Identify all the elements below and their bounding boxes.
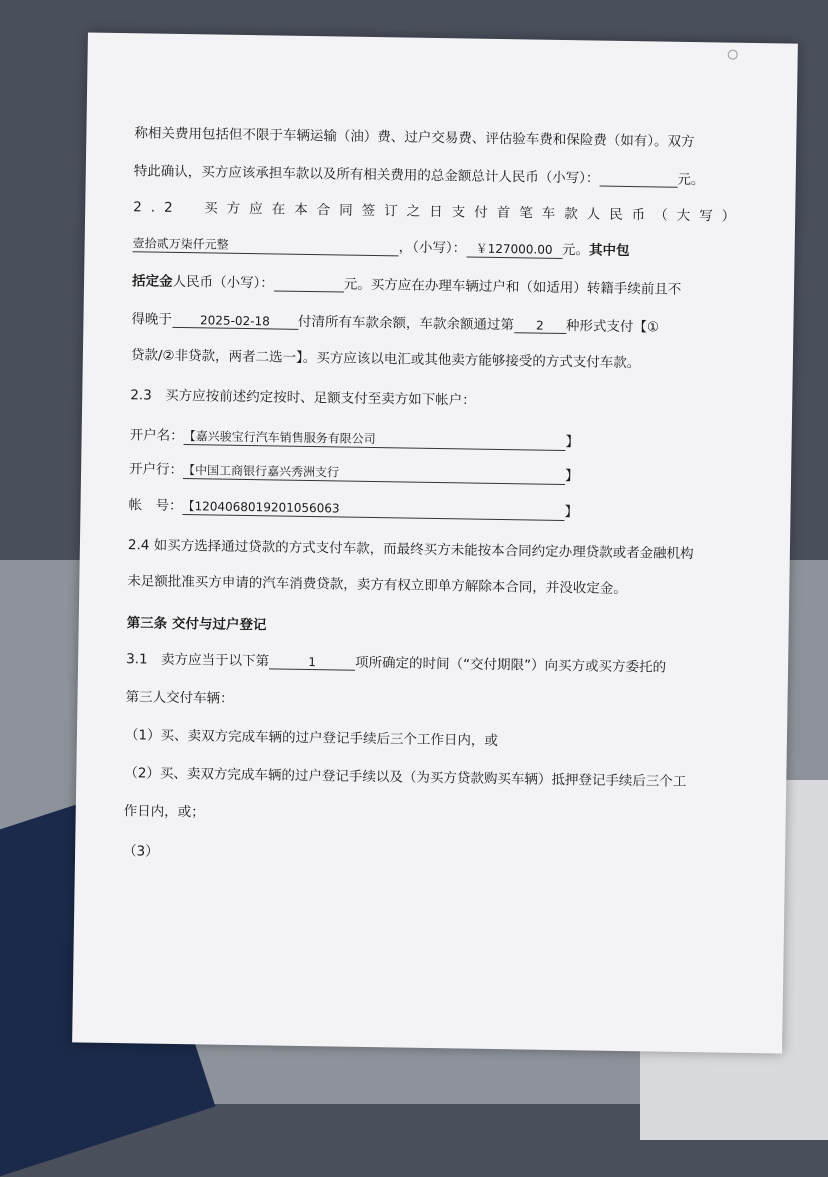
text-segment: 】 xyxy=(565,434,580,451)
first-payment-words: 壹拾贰万柒仟元整 xyxy=(133,234,399,256)
text-segment: 项所确定的时间（“交付期限”）向买方或买方委托的 xyxy=(354,654,667,676)
account-number-row xyxy=(128,493,578,521)
text-segment: 3.1 卖方应当于以下第 xyxy=(126,651,270,670)
balance-date: 2025-02-18 xyxy=(172,313,298,330)
text-segment: 】 xyxy=(564,504,579,521)
field-label: 开户名： xyxy=(129,427,184,445)
text-line: 未足额批准买方申请的汽车消费贷款，卖方有权立即单方解除本合同，并没收定金。 xyxy=(127,573,627,598)
account-name-value: 【嘉兴骏宝行汽车销售服务有限公司 xyxy=(184,427,566,451)
text-line xyxy=(133,231,630,260)
text-segment: 元。买方应在办理车辆过户和（如适用）转籍手续前且不 xyxy=(343,276,682,298)
account-name-row xyxy=(130,423,580,451)
text-segment: 元。 xyxy=(561,241,590,259)
text-line: （2）买、卖双方完成车辆的过户登记手续以及（为买方贷款购买车辆）抵押登记手续后三个工 xyxy=(124,765,687,790)
contract-page xyxy=(72,32,798,1053)
text-line: 第三人交付车辆： xyxy=(125,689,234,707)
field-label: 开户行： xyxy=(128,461,184,479)
text-segment: 付清所有车款余额，车款余额通过第 xyxy=(297,313,515,334)
account-bank-value: 【中国工商银行嘉兴秀洲支行 xyxy=(183,461,565,485)
text-segment: 得晚于 xyxy=(131,311,173,328)
text-line: （3） xyxy=(122,843,159,860)
text-line: （1）买、卖双方完成车辆的过户登记手续后三个工作日内，或 xyxy=(124,727,499,750)
text-line xyxy=(134,159,705,188)
text-segment-bold: 其中包 xyxy=(588,242,630,260)
delivery-option-number: 1 xyxy=(269,654,355,670)
payment-form-number: 2 xyxy=(514,318,566,334)
text-line xyxy=(131,307,659,335)
text-segment: ，（小写）： xyxy=(398,239,467,257)
text-segment: 种形式支付【① xyxy=(565,318,660,336)
punch-hole-icon xyxy=(728,50,738,60)
total-amount-blank xyxy=(599,172,677,188)
text-line: 2.4 如买方选择通过贷款的方式支付车款，而最终买方未能按本合同约定办理贷款或者金融机构 xyxy=(127,537,694,563)
text-line: 2.3 买方应按前述约定按时、足额支付至卖方如下帐户： xyxy=(130,387,476,409)
text-line: 2.2 买方应在本合同签订之日支付首笔车款人民币（大写） xyxy=(133,199,745,225)
text-segment: 人民币（小写）： xyxy=(172,273,274,292)
text-segment: 】 xyxy=(564,468,579,485)
account-number-value: 【1204068019201056063 xyxy=(182,497,564,521)
text-segment-bold: 括定金 xyxy=(131,273,173,290)
first-payment-number: ￥127000.00 xyxy=(466,239,562,259)
text-line xyxy=(132,269,681,298)
account-bank-row xyxy=(129,457,579,485)
text-line: 作日内，或； xyxy=(123,803,205,821)
text-line: 称相关费用包括但不限于车辆运输（油）费、过户交易费、评估验车费和保险费（如有）。双方 xyxy=(134,125,695,151)
text-line: 贷款/②非贷款，两者二选一】。买方应该以电汇或其他卖方能够接受的方式支付车款。 xyxy=(130,347,641,372)
deposit-blank xyxy=(274,276,344,292)
field-label: 帐 号： xyxy=(128,497,183,515)
text-line xyxy=(126,647,666,675)
text-segment: 特此确认，买方应该承担车款以及所有相关费用的总金额总计人民币（小写）： xyxy=(133,163,600,187)
section-heading: 第三条 交付与过户登记 xyxy=(126,615,267,634)
text-segment: 元。 xyxy=(677,171,705,189)
